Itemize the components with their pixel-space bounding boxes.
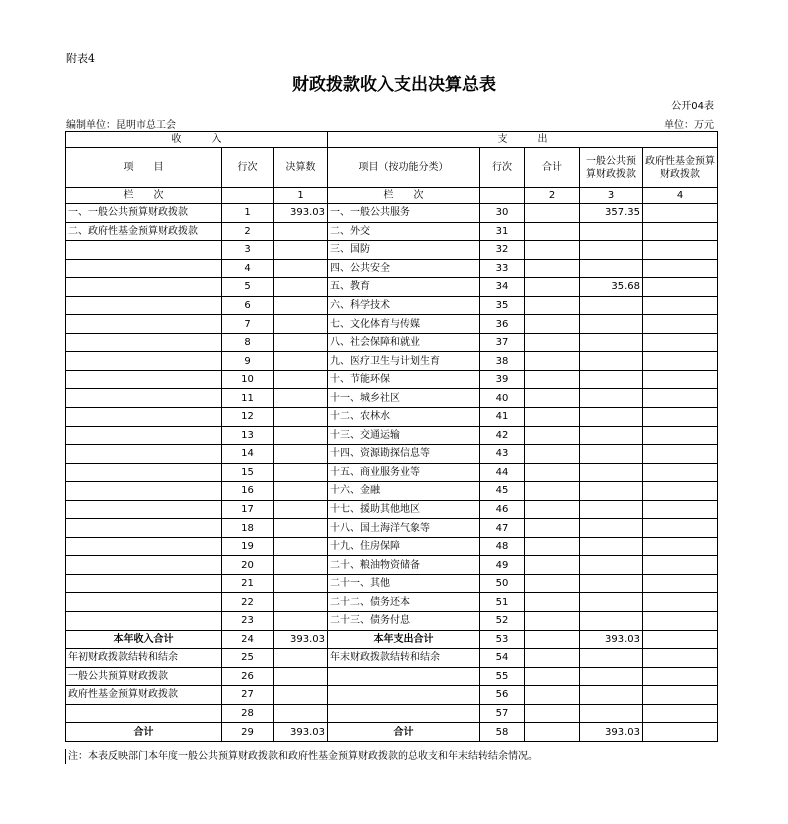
cell-function xyxy=(328,686,480,705)
table-row xyxy=(66,259,718,278)
table-row xyxy=(66,315,718,334)
cell-line: 25 xyxy=(222,649,274,668)
cell-line: 12 xyxy=(222,408,274,427)
cell-fund-budget xyxy=(643,259,718,278)
cell-function: 三、国防 xyxy=(328,241,480,260)
cell-line2: 43 xyxy=(480,445,525,464)
cell-function: 八、社会保障和就业 xyxy=(328,333,480,352)
cell-line: 2 xyxy=(222,222,274,241)
column-header-row xyxy=(66,148,718,188)
table-row xyxy=(66,222,718,241)
cell-item xyxy=(66,333,222,352)
table-row xyxy=(66,574,718,593)
cell-item xyxy=(66,574,222,593)
cell-amount xyxy=(274,463,328,482)
cell-line2: 56 xyxy=(480,686,525,705)
cell-line2: 55 xyxy=(480,667,525,686)
cell-general-budget: 393.03 xyxy=(580,723,643,742)
cell-function: 二、外交 xyxy=(328,222,480,241)
cell-item xyxy=(66,278,222,297)
cell-fund-budget xyxy=(643,463,718,482)
col-header-item: 项 目 xyxy=(66,148,222,188)
cell-amount xyxy=(274,241,328,260)
cell-total xyxy=(525,333,580,352)
cell-general-budget: 35.68 xyxy=(580,278,643,297)
cell-item xyxy=(66,556,222,575)
cell-amount xyxy=(274,500,328,519)
cell-total xyxy=(525,352,580,371)
cell-general-budget xyxy=(580,686,643,705)
cell-function: 七、文化体育与传媒 xyxy=(328,315,480,334)
cell-amount: 393.03 xyxy=(274,204,328,223)
cell-total xyxy=(525,296,580,315)
cell-amount xyxy=(274,370,328,389)
cell-line: 24 xyxy=(222,630,274,649)
cell-total xyxy=(525,704,580,723)
cell-function: 四、公共安全 xyxy=(328,259,480,278)
cell-line: 6 xyxy=(222,296,274,315)
col-header-fund-budget: 政府性基金预算财政拨款 xyxy=(643,148,718,188)
cell-total xyxy=(525,389,580,408)
cell-amount xyxy=(274,296,328,315)
cell-line: 8 xyxy=(222,333,274,352)
cell-function: 十四、资源勘探信息等 xyxy=(328,445,480,464)
cell-general-budget xyxy=(580,537,643,556)
index-1: 1 xyxy=(274,188,328,204)
col-header-function: 项目（按功能分类） xyxy=(328,148,480,188)
cell-general-budget: 357.35 xyxy=(580,204,643,223)
cell-general-budget xyxy=(580,667,643,686)
cell-function: 十六、金融 xyxy=(328,482,480,501)
cell-item xyxy=(66,537,222,556)
cell-fund-budget xyxy=(643,333,718,352)
cell-line2: 48 xyxy=(480,537,525,556)
cell-line2: 30 xyxy=(480,204,525,223)
cell-amount xyxy=(274,593,328,612)
cell-item xyxy=(66,408,222,427)
cell-total xyxy=(525,241,580,260)
cell-total xyxy=(525,556,580,575)
cell-item xyxy=(66,370,222,389)
cell-fund-budget xyxy=(643,667,718,686)
cell-total xyxy=(525,482,580,501)
cell-function: 二十、粮油物资储备 xyxy=(328,556,480,575)
cell-total xyxy=(525,315,580,334)
cell-function: 二十三、债务付息 xyxy=(328,612,480,631)
table-row xyxy=(66,204,718,223)
table-row xyxy=(66,612,718,631)
cell-amount xyxy=(274,333,328,352)
cell-function: 六、科学技术 xyxy=(328,296,480,315)
cell-item xyxy=(66,296,222,315)
cell-function: 本年支出合计 xyxy=(328,630,480,649)
cell-line2: 57 xyxy=(480,704,525,723)
cell-amount xyxy=(274,352,328,371)
cell-amount xyxy=(274,649,328,668)
cell-total xyxy=(525,259,580,278)
cell-amount xyxy=(274,222,328,241)
table-row xyxy=(66,704,718,723)
cell-function: 十五、商业服务业等 xyxy=(328,463,480,482)
cell-fund-budget xyxy=(643,500,718,519)
column-index-row xyxy=(66,188,718,204)
cell-line2: 38 xyxy=(480,352,525,371)
cell-fund-budget xyxy=(643,315,718,334)
cell-general-budget xyxy=(580,500,643,519)
cell-fund-budget xyxy=(643,686,718,705)
compiling-unit: 编制单位：昆明市总工会 xyxy=(66,120,176,131)
cell-total xyxy=(525,630,580,649)
cell-amount: 393.03 xyxy=(274,723,328,742)
cell-line2: 37 xyxy=(480,333,525,352)
cell-general-budget xyxy=(580,315,643,334)
cell-amount xyxy=(274,574,328,593)
cell-line: 13 xyxy=(222,426,274,445)
cell-line: 26 xyxy=(222,667,274,686)
cell-amount xyxy=(274,259,328,278)
cell-item xyxy=(66,593,222,612)
cell-general-budget xyxy=(580,612,643,631)
cell-line: 4 xyxy=(222,259,274,278)
table-row xyxy=(66,241,718,260)
cell-line: 9 xyxy=(222,352,274,371)
cell-general-budget xyxy=(580,593,643,612)
cell-line: 18 xyxy=(222,519,274,538)
cell-line: 22 xyxy=(222,593,274,612)
cell-item xyxy=(66,241,222,260)
cell-general-budget xyxy=(580,352,643,371)
col-header-line: 行次 xyxy=(222,148,274,188)
table-row xyxy=(66,630,718,649)
cell-fund-budget xyxy=(643,426,718,445)
cell-fund-budget xyxy=(643,704,718,723)
cell-amount xyxy=(274,445,328,464)
cell-function: 十八、国土海洋气象等 xyxy=(328,519,480,538)
cell-line2: 31 xyxy=(480,222,525,241)
cell-item xyxy=(66,612,222,631)
cell-total xyxy=(525,426,580,445)
table-row xyxy=(66,593,718,612)
cell-fund-budget xyxy=(643,222,718,241)
table-row xyxy=(66,333,718,352)
table-row xyxy=(66,426,718,445)
index-blank-2 xyxy=(480,188,525,204)
index-blank xyxy=(222,188,274,204)
col-header-general-budget: 一般公共预算财政拨款 xyxy=(580,148,643,188)
cell-line: 20 xyxy=(222,556,274,575)
final-accounts-table xyxy=(65,131,718,742)
cell-line: 29 xyxy=(222,723,274,742)
cell-item: 年初财政拨款结转和结余 xyxy=(66,649,222,668)
cell-line2: 34 xyxy=(480,278,525,297)
cell-general-budget xyxy=(580,296,643,315)
table-row xyxy=(66,352,718,371)
cell-general-budget xyxy=(580,241,643,260)
index-label-2: 栏 次 xyxy=(328,188,480,204)
cell-line2: 44 xyxy=(480,463,525,482)
cell-function xyxy=(328,704,480,723)
cell-fund-budget xyxy=(643,630,718,649)
table-row xyxy=(66,445,718,464)
cell-function: 十七、援助其他地区 xyxy=(328,500,480,519)
cell-line2: 53 xyxy=(480,630,525,649)
cell-amount xyxy=(274,408,328,427)
cell-item xyxy=(66,704,222,723)
cell-total xyxy=(525,445,580,464)
report-title: 财政拨款收入支出决算总表 xyxy=(292,75,496,95)
cell-line: 19 xyxy=(222,537,274,556)
cell-fund-budget xyxy=(643,241,718,260)
cell-line2: 40 xyxy=(480,389,525,408)
cell-fund-budget xyxy=(643,278,718,297)
cell-function: 十九、住房保障 xyxy=(328,537,480,556)
cell-line: 15 xyxy=(222,463,274,482)
cell-fund-budget xyxy=(643,370,718,389)
cell-line2: 45 xyxy=(480,482,525,501)
cell-amount xyxy=(274,556,328,575)
cell-fund-budget xyxy=(643,352,718,371)
table-row xyxy=(66,389,718,408)
table-row xyxy=(66,278,718,297)
cell-fund-budget xyxy=(643,612,718,631)
cell-total xyxy=(525,278,580,297)
table-row xyxy=(66,408,718,427)
cell-item xyxy=(66,482,222,501)
cell-general-budget xyxy=(580,649,643,668)
cell-total xyxy=(525,500,580,519)
cell-general-budget xyxy=(580,389,643,408)
cell-total xyxy=(525,537,580,556)
cell-total xyxy=(525,222,580,241)
attachment-label: 附表4 xyxy=(66,52,95,65)
table-row xyxy=(66,296,718,315)
cell-line: 27 xyxy=(222,686,274,705)
expense-group-header: 支 出 xyxy=(328,132,718,148)
table-row xyxy=(66,667,718,686)
cell-item: 合计 xyxy=(66,723,222,742)
cell-total xyxy=(525,649,580,668)
cell-line2: 35 xyxy=(480,296,525,315)
cell-total xyxy=(525,686,580,705)
footnote: 注：本表反映部门本年度一般公共预算财政拨款和政府性基金预算财政拨款的总收支和年末结转结余情况。 xyxy=(65,749,538,764)
cell-general-budget xyxy=(580,463,643,482)
table-row xyxy=(66,649,718,668)
cell-general-budget xyxy=(580,426,643,445)
cell-fund-budget xyxy=(643,389,718,408)
cell-item xyxy=(66,352,222,371)
cell-line: 1 xyxy=(222,204,274,223)
table-row xyxy=(66,519,718,538)
index-4: 4 xyxy=(643,188,718,204)
cell-general-budget xyxy=(580,704,643,723)
cell-general-budget xyxy=(580,333,643,352)
cell-item xyxy=(66,519,222,538)
cell-amount xyxy=(274,537,328,556)
cell-total xyxy=(525,519,580,538)
cell-fund-budget xyxy=(643,519,718,538)
cell-line: 23 xyxy=(222,612,274,631)
cell-line2: 32 xyxy=(480,241,525,260)
cell-function: 十一、城乡社区 xyxy=(328,389,480,408)
cell-line2: 42 xyxy=(480,426,525,445)
cell-line: 14 xyxy=(222,445,274,464)
cell-line2: 49 xyxy=(480,556,525,575)
cell-line2: 50 xyxy=(480,574,525,593)
cell-function: 十三、交通运输 xyxy=(328,426,480,445)
cell-line2: 41 xyxy=(480,408,525,427)
cell-function: 一、一般公共服务 xyxy=(328,204,480,223)
cell-function: 合计 xyxy=(328,723,480,742)
cell-total xyxy=(525,574,580,593)
cell-general-budget: 393.03 xyxy=(580,630,643,649)
cell-function: 十、节能环保 xyxy=(328,370,480,389)
cell-general-budget xyxy=(580,556,643,575)
cell-total xyxy=(525,667,580,686)
cell-fund-budget xyxy=(643,556,718,575)
cell-fund-budget xyxy=(643,408,718,427)
cell-amount xyxy=(274,426,328,445)
table-row xyxy=(66,482,718,501)
cell-line2: 33 xyxy=(480,259,525,278)
cell-general-budget xyxy=(580,222,643,241)
form-number: 公开04表 xyxy=(671,101,714,112)
cell-line2: 51 xyxy=(480,593,525,612)
cell-line: 28 xyxy=(222,704,274,723)
cell-line2: 54 xyxy=(480,649,525,668)
table-row xyxy=(66,723,718,742)
cell-fund-budget xyxy=(643,649,718,668)
cell-item: 二、政府性基金预算财政拨款 xyxy=(66,222,222,241)
cell-general-budget xyxy=(580,519,643,538)
cell-line2: 52 xyxy=(480,612,525,631)
cell-total xyxy=(525,612,580,631)
cell-item xyxy=(66,445,222,464)
cell-line2: 36 xyxy=(480,315,525,334)
cell-line: 10 xyxy=(222,370,274,389)
cell-amount xyxy=(274,389,328,408)
cell-item xyxy=(66,389,222,408)
cell-amount xyxy=(274,704,328,723)
cell-fund-budget xyxy=(643,445,718,464)
col-header-amount: 决算数 xyxy=(274,148,328,188)
cell-general-budget xyxy=(580,408,643,427)
cell-item xyxy=(66,500,222,519)
cell-total xyxy=(525,463,580,482)
cell-total xyxy=(525,408,580,427)
cell-general-budget xyxy=(580,574,643,593)
cell-item xyxy=(66,426,222,445)
cell-total xyxy=(525,370,580,389)
cell-amount xyxy=(274,482,328,501)
index-2: 2 xyxy=(525,188,580,204)
cell-line2: 58 xyxy=(480,723,525,742)
cell-line: 3 xyxy=(222,241,274,260)
cell-item xyxy=(66,315,222,334)
table-row xyxy=(66,556,718,575)
cell-total xyxy=(525,593,580,612)
cell-amount xyxy=(274,686,328,705)
index-3: 3 xyxy=(580,188,643,204)
cell-total xyxy=(525,723,580,742)
cell-line: 5 xyxy=(222,278,274,297)
cell-fund-budget xyxy=(643,723,718,742)
cell-item xyxy=(66,463,222,482)
cell-function: 二十二、债务还本 xyxy=(328,593,480,612)
cell-general-budget xyxy=(580,445,643,464)
cell-function: 年末财政拨款结转和结余 xyxy=(328,649,480,668)
cell-amount xyxy=(274,278,328,297)
table-row xyxy=(66,463,718,482)
cell-fund-budget xyxy=(643,204,718,223)
group-header-row xyxy=(66,132,718,148)
cell-line: 7 xyxy=(222,315,274,334)
cell-function xyxy=(328,667,480,686)
cell-amount xyxy=(274,315,328,334)
cell-fund-budget xyxy=(643,574,718,593)
cell-amount xyxy=(274,667,328,686)
col-header-total: 合计 xyxy=(525,148,580,188)
cell-fund-budget xyxy=(643,537,718,556)
cell-amount xyxy=(274,519,328,538)
cell-fund-budget xyxy=(643,296,718,315)
table-row xyxy=(66,370,718,389)
cell-line2: 39 xyxy=(480,370,525,389)
cell-general-budget xyxy=(580,259,643,278)
cell-line: 16 xyxy=(222,482,274,501)
col-header-line2: 行次 xyxy=(480,148,525,188)
cell-function: 五、教育 xyxy=(328,278,480,297)
cell-line: 11 xyxy=(222,389,274,408)
cell-line: 21 xyxy=(222,574,274,593)
cell-item: 政府性基金预算财政拨款 xyxy=(66,686,222,705)
cell-general-budget xyxy=(580,482,643,501)
table-row xyxy=(66,537,718,556)
table-row xyxy=(66,500,718,519)
cell-function: 九、医疗卫生与计划生育 xyxy=(328,352,480,371)
cell-item xyxy=(66,259,222,278)
table-row xyxy=(66,686,718,705)
cell-line: 17 xyxy=(222,500,274,519)
cell-amount xyxy=(274,612,328,631)
cell-amount: 393.03 xyxy=(274,630,328,649)
cell-line2: 47 xyxy=(480,519,525,538)
cell-general-budget xyxy=(580,370,643,389)
cell-function: 二十一、其他 xyxy=(328,574,480,593)
cell-total xyxy=(525,204,580,223)
index-label: 栏 次 xyxy=(66,188,222,204)
currency-unit: 单位：万元 xyxy=(664,120,714,131)
cell-function: 十二、农林水 xyxy=(328,408,480,427)
income-group-header: 收 入 xyxy=(66,132,328,148)
cell-item: 本年收入合计 xyxy=(66,630,222,649)
cell-item: 一、一般公共预算财政拨款 xyxy=(66,204,222,223)
cell-item: 一般公共预算财政拨款 xyxy=(66,667,222,686)
cell-fund-budget xyxy=(643,593,718,612)
cell-line2: 46 xyxy=(480,500,525,519)
cell-fund-budget xyxy=(643,482,718,501)
